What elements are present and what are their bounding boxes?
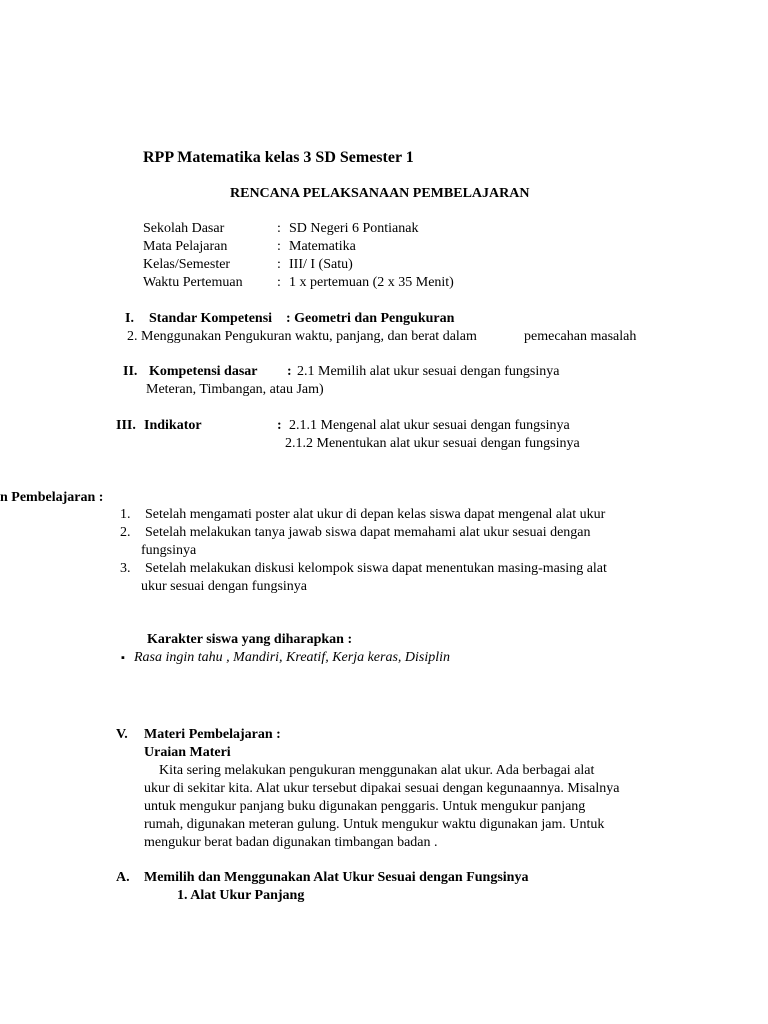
section-heading: Standar Kompetensi (149, 311, 273, 326)
section-number: III. (116, 418, 136, 433)
section-colon: : (287, 364, 292, 379)
paragraph-line: rumah, digunakan meteran gulung. Untuk mengukur waktu digunakan jam. Untuk (144, 817, 605, 832)
list-item-text: Setelah mengamati poster alat ukur di depan kelas siswa dapat mengenal alat ukur (145, 507, 606, 522)
identity-sep: : (277, 239, 281, 254)
paragraph-line: ukur di sekitar kita. Alat ukur tersebut dipakai sesuai dengan kegunaannya. Misalnya (144, 781, 620, 796)
doc-subtitle: RENCANA PELAKSANAAN PEMBELAJARAN (230, 186, 530, 201)
section-text: 2.1 Memilih alat ukur sesuai dengan fungsinya (297, 364, 560, 379)
section-heading: Karakter siswa yang diharapkan : (147, 632, 353, 647)
section-colon: : (277, 418, 282, 433)
section-heading-value: : Geometri dan Pengukuran (286, 311, 455, 326)
section-text: Meteran, Timbangan, atau Jam) (146, 382, 324, 397)
identity-label: Kelas/Semester (143, 257, 231, 272)
identity-label: Sekolah Dasar (143, 221, 225, 236)
section-heading: Kompetensi dasar (149, 364, 258, 379)
karakter-text: Rasa ingin tahu , Mandiri, Kreatif, Kerja keras, Disiplin (134, 650, 451, 665)
identity-sep: : (277, 257, 281, 272)
section-heading: Materi Pembelajaran : (144, 727, 281, 742)
bullet-icon: ▪ (121, 652, 125, 664)
indicator-item: 2.1.1 Mengenal alat ukur sesuai dengan fungsinya (289, 418, 570, 433)
list-number: 2. (120, 525, 131, 540)
identity-value: Matematika (289, 239, 356, 254)
list-number: 3. (120, 561, 131, 576)
list-number: 1. (120, 507, 131, 522)
identity-sep: : (277, 275, 281, 290)
list-item-text: fungsinya (141, 543, 197, 558)
section-number: A. (116, 870, 130, 885)
paragraph-line: mengukur berat badan digunakan timbangan badan . (144, 835, 438, 850)
section-number: II. (123, 364, 138, 379)
section-subheading: 1. Alat Ukur Panjang (177, 888, 305, 903)
section-heading: n Pembelajaran : (0, 490, 104, 505)
section-text: pemecahan masalah (524, 329, 637, 344)
identity-sep: : (277, 221, 281, 236)
list-item-text: Setelah melakukan tanya jawab siswa dapat memahami alat ukur sesuai dengan (145, 525, 591, 540)
identity-value: III/ I (Satu) (289, 257, 353, 272)
section-heading: Memilih dan Menggunakan Alat Ukur Sesuai dengan Fungsinya (144, 870, 529, 885)
section-number: V. (116, 727, 128, 742)
paragraph-line: untuk mengukur panjang buku digunakan penggaris. Untuk mengukur panjang (144, 799, 586, 814)
identity-label: Mata Pelajaran (143, 239, 228, 254)
section-number: I. (125, 311, 134, 326)
doc-title: RPP Matematika kelas 3 SD Semester 1 (143, 149, 414, 166)
indicator-item: 2.1.2 Menentukan alat ukur sesuai dengan fungsinya (285, 436, 580, 451)
section-heading: Indikator (144, 418, 202, 433)
identity-value: 1 x pertemuan (2 x 35 Menit) (289, 275, 454, 290)
section-text: 2. Menggunakan Pengukuran waktu, panjang, dan berat dalam (127, 329, 477, 344)
paragraph-line: Kita sering melakukan pengukuran menggunakan alat ukur. Ada berbagai alat (159, 763, 595, 778)
identity-label: Waktu Pertemuan (143, 275, 243, 290)
identity-value: SD Negeri 6 Pontianak (289, 221, 419, 236)
list-item-text: ukur sesuai dengan fungsinya (141, 579, 308, 594)
list-item-text: Setelah melakukan diskusi kelompok siswa dapat menentukan masing-masing alat (145, 561, 607, 576)
section-subheading: Uraian Materi (144, 745, 231, 760)
